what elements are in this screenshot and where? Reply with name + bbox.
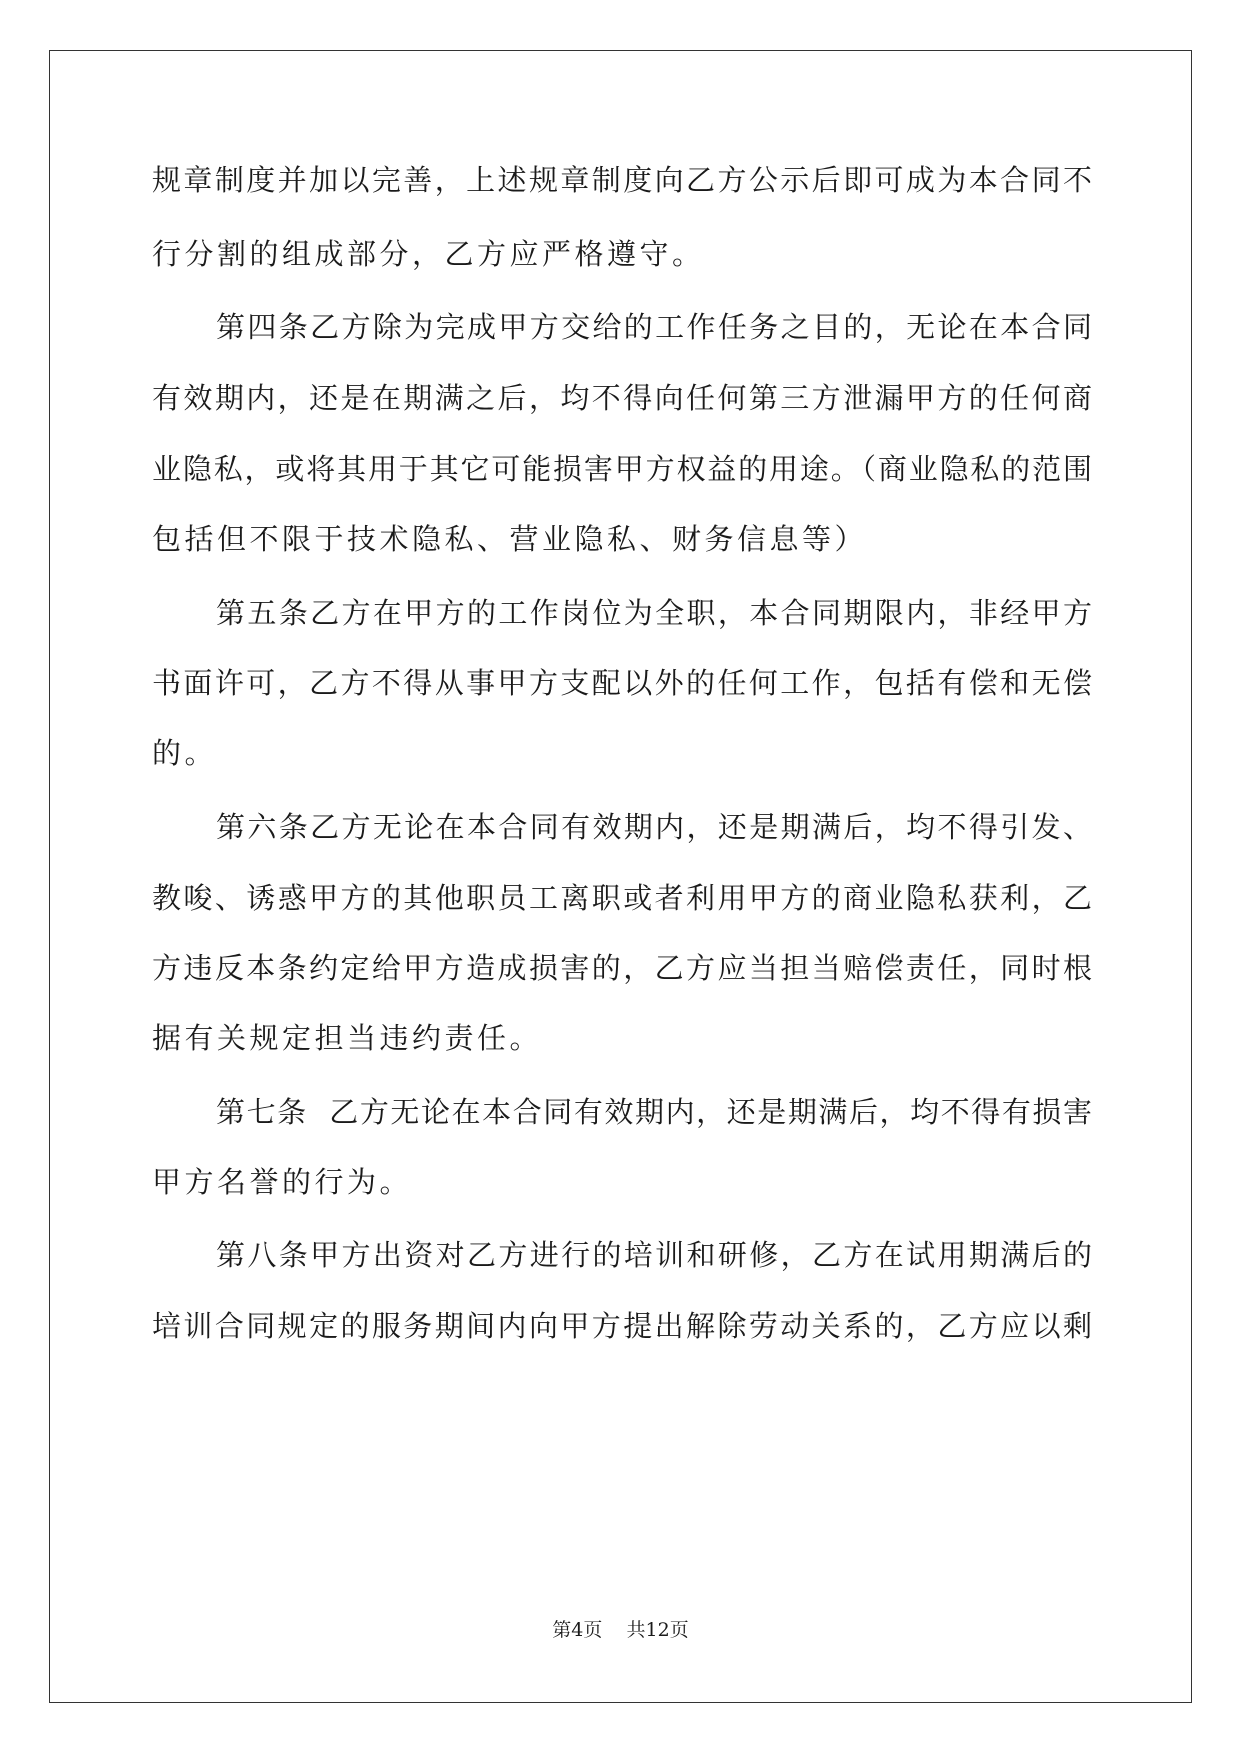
article-7-heading-line: 第七条 乙方无论在本合同有效期内，还是期满后，均不得有损害 [216, 1095, 1092, 1129]
paragraph-line: 教唆、诱惑甲方的其他职员工离职或者利用甲方的商业隐私获利，乙 [152, 881, 1092, 915]
page-number: 第4页 [552, 1619, 603, 1641]
paragraph-line: 包括但不限于技术隐私、营业隐私、财务信息等） [152, 522, 868, 556]
paragraph-line: 甲方名誉的行为。 [152, 1165, 413, 1199]
paragraph-line: 的。 [152, 736, 218, 770]
paragraph-line: 据有关规定担当违约责任。 [152, 1021, 543, 1055]
page-border [49, 50, 1192, 1703]
footer-spacer [602, 1619, 626, 1641]
paragraph-line: 行分割的组成部分，乙方应严格遵守。 [152, 237, 705, 271]
article-8-heading-line: 第八条甲方出资对乙方进行的培训和研修，乙方在试用期满后的 [216, 1238, 1092, 1272]
paragraph-line: 书面许可，乙方不得从事甲方支配以外的任何工作，包括有偿和无偿 [152, 666, 1092, 700]
article-6-heading-line: 第六条乙方无论在本合同有效期内，还是期满后，均不得引发、 [216, 810, 1092, 844]
paragraph-line: 业隐私，或将其用于其它可能损害甲方权益的用途。（商业隐私的范围 [152, 452, 1092, 486]
article-4-heading-line: 第四条乙方除为完成甲方交给的工作任务之目的，无论在本合同 [216, 310, 1092, 344]
paragraph-line: 方违反本条约定给甲方造成损害的，乙方应当担当赔偿责任，同时根 [152, 951, 1092, 985]
paragraph-line: 规章制度并加以完善，上述规章制度向乙方公示后即可成为本合同不 [152, 163, 1092, 197]
page-footer [0, 1618, 1241, 1642]
total-pages: 共12页 [626, 1619, 689, 1641]
paragraph-line: 培训合同规定的服务期间内向甲方提出解除劳动关系的，乙方应以剩 [152, 1309, 1092, 1343]
paragraph-line: 有效期内，还是在期满之后，均不得向任何第三方泄漏甲方的任何商 [152, 381, 1092, 415]
article-5-heading-line: 第五条乙方在甲方的工作岗位为全职，本合同期限内，非经甲方 [216, 596, 1092, 630]
